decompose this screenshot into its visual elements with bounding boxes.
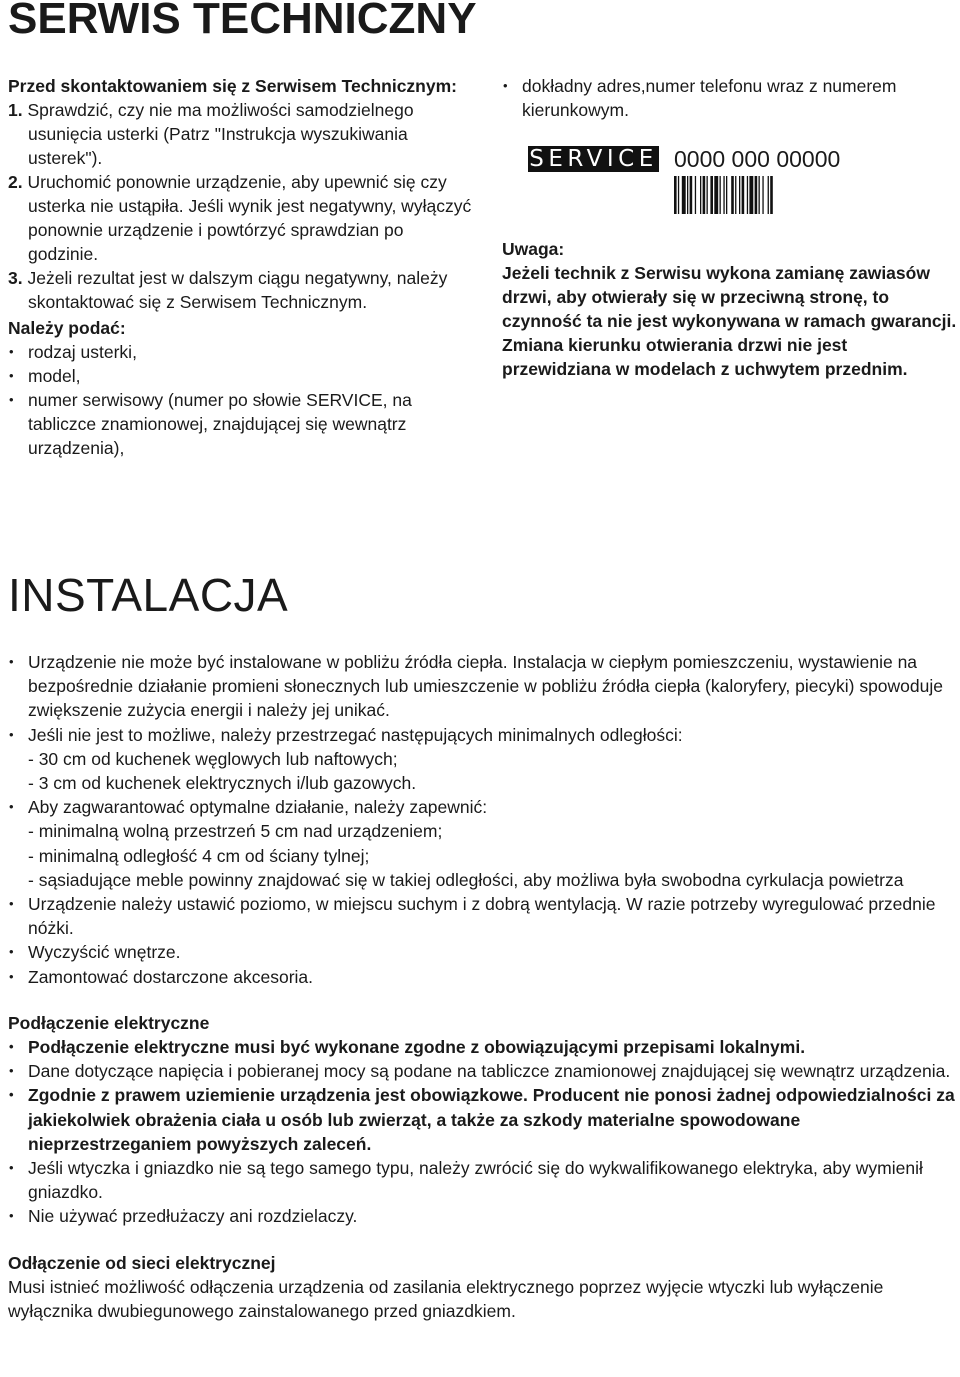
barcode-bar — [682, 176, 686, 214]
section-title-install: INSTALACJA — [8, 569, 289, 621]
barcode-bar — [695, 176, 696, 214]
service-step — [8, 170, 478, 266]
disconnect-text: Musi istnieć możliwość odłączenia urządzenia od zasilania elektrycznego poprzez wyjęcie wtyczki lub wyłączenie wyłącznika dwubiegunowego zainstalowanego przed gniazdkiem. — [8, 1276, 884, 1322]
install-subitem: - 3 cm od kuchenek elektrycznych i/lub gazowych. — [28, 773, 417, 794]
install-bullet: • Urządzenie należy ustawić poziomo, w miejscu suchym i z dobrą wentylacją. W razie potrzeby wyregulować przednie nóżki. — [8, 892, 958, 940]
provide-heading: Należy podać: — [8, 318, 126, 338]
disconnect-heading: Odłączenie od sieci elektrycznej — [8, 1252, 276, 1273]
barcode-bar — [759, 176, 760, 214]
barcode-bar — [768, 176, 769, 214]
barcode-bar — [678, 176, 679, 214]
step-number: 2. — [8, 172, 23, 192]
barcode-bar — [762, 176, 763, 214]
service-number: 0000 000 00000 — [674, 146, 841, 172]
install-subitem: - minimalną odległość 4 cm od ściany tylnej; — [28, 845, 370, 866]
provide-item: • model, — [8, 364, 478, 388]
barcode-bar — [731, 176, 734, 214]
barcode-bar — [739, 176, 740, 214]
barcode-bar — [700, 176, 701, 214]
provide-item: • dokładny adres,numer telefonu wraz z numerem kierunkowym. — [502, 74, 957, 122]
install-bullet: • Zamontować dostarczone akcesoria. — [8, 965, 958, 989]
electric-heading: Podłączenie elektryczne — [8, 1012, 210, 1033]
note-heading: Uwaga: — [502, 239, 565, 259]
electric-bullet: • Dane dotyczące napięcia i pobieranej mocy są podane na tabliczce znamionowej znajdującej się wewnątrz urządzenia. — [8, 1059, 958, 1083]
service-step — [8, 98, 478, 170]
install-bullet: • Jeśli nie jest to możliwe, należy przestrzegać następujących minimalnych odległości: — [8, 723, 958, 747]
install-body — [8, 650, 958, 1323]
provide-item: • numer serwisowy (numer po słowie SERVICE, na tabliczce znamionowej, znajdującej się wewnątrz urządzenia), — [8, 388, 478, 460]
service-plate-graphic — [528, 146, 957, 214]
barcode-icon — [674, 176, 838, 214]
install-bullet: • Urządzenie nie może być instalowane w pobliżu źródła ciepła. Instalacja w ciepłym pomieszczeniu, wystawienie na bezpośrednie działanie promieni słonecznych lub umieszczenie w pobliżu źródła ciepła (kaloryfery, piecyki) spowoduje zwiększenie zużycia energii i należy jej unikać. — [8, 650, 958, 723]
barcode-bar — [747, 176, 748, 214]
electric-bullet: • Zgodnie z prawem uziemienie urządzenia jest obowiązkowe. Producent nie ponosi żadnej odpowiedzialności za jakiekolwiek obrażenia ciała u osób lub zwierząt, a także za szkody materialne spowodowane nieprzestrzeganiem powyższych zaleceń. — [8, 1083, 958, 1156]
install-subitem: - 30 cm od kuchenek węglowych lub naftowych; — [28, 748, 398, 769]
install-subitem: - sąsiadujące meble powinny znajdować się w takiej odległości, aby możliwa była swobodna cyrkulacja powietrza — [28, 869, 904, 890]
install-bullet: • Aby zagwarantować optymalne działanie, należy zapewnić: — [8, 795, 958, 819]
provide-item: • rodzaj usterki, — [8, 340, 478, 364]
barcode-bar — [690, 176, 693, 214]
electric-bullet: • Podłączenie elektryczne musi być wykonane zgodne z obowiązującymi przepisami lokalnymi. — [8, 1035, 958, 1059]
note-text: Zmiana kierunku otwierania drzwi nie jest przewidziana w modelach z uchwytem przednim. — [502, 335, 908, 379]
service-right-column — [502, 74, 957, 381]
note-text: Jeżeli technik z Serwisu wykona zamianę zawiasów drzwi, aby otwierały się w przeciwną stronę, to czynność ta nie jest wykonywana w ramach gwarancji. — [502, 263, 957, 331]
service-label-box: SERVICE — [529, 146, 658, 172]
step-number: 1. — [8, 100, 23, 120]
install-bullet: • Wyczyścić wnętrze. — [8, 940, 958, 964]
barcode-bar — [710, 176, 713, 214]
electric-bullet: • Nie używać przedłużaczy ani rozdzielaczy. — [8, 1204, 958, 1228]
step-text: Uruchomić ponownie urządzenie, aby upewnić się czy usterka nie ustąpiła. Jeśli wynik jest negatywny, wyłączyć ponownie urządzenie i powtórzyć sprawdzian po godzinie. — [27, 172, 472, 264]
barcode-bar — [755, 176, 758, 214]
step-text: Jeżeli rezultat jest w dalszym ciągu negatywny, należy skontaktować się z Serwisem Technicznym. — [27, 268, 448, 312]
electric-bullet: • Jeśli wtyczka i gniazdko nie są tego samego typu, należy zwrócić się do wykwalifikowanego elektryka, aby wymienił gniazdko. — [8, 1156, 958, 1204]
barcode-bar — [735, 176, 736, 214]
barcode-bar — [703, 176, 706, 214]
service-step — [8, 266, 478, 314]
barcode-bar — [720, 176, 721, 214]
barcode-bar — [674, 176, 677, 214]
barcode-bar — [723, 176, 724, 214]
step-number: 3. — [8, 268, 23, 288]
barcode-bar — [770, 176, 773, 214]
barcode-bar — [707, 176, 708, 214]
barcode-bar — [742, 176, 745, 214]
step-text: Sprawdzić, czy nie ma możliwości samodzielnego usunięcia usterki (Patrz "Instrukcja wyszukiwania usterek"). — [27, 100, 414, 168]
install-subitem: - minimalną wolną przestrzeń 5 cm nad urządzeniem; — [28, 821, 443, 842]
barcode-bar — [714, 176, 718, 214]
service-intro: Przed skontaktowaniem się z Serwisem Technicznym: — [8, 76, 457, 96]
barcode-bar — [749, 176, 753, 214]
barcode-bar — [687, 176, 688, 214]
service-left-column — [8, 74, 478, 460]
barcode-bar — [726, 176, 727, 214]
section-title-service: SERWIS TECHNICZNY — [8, 0, 477, 43]
